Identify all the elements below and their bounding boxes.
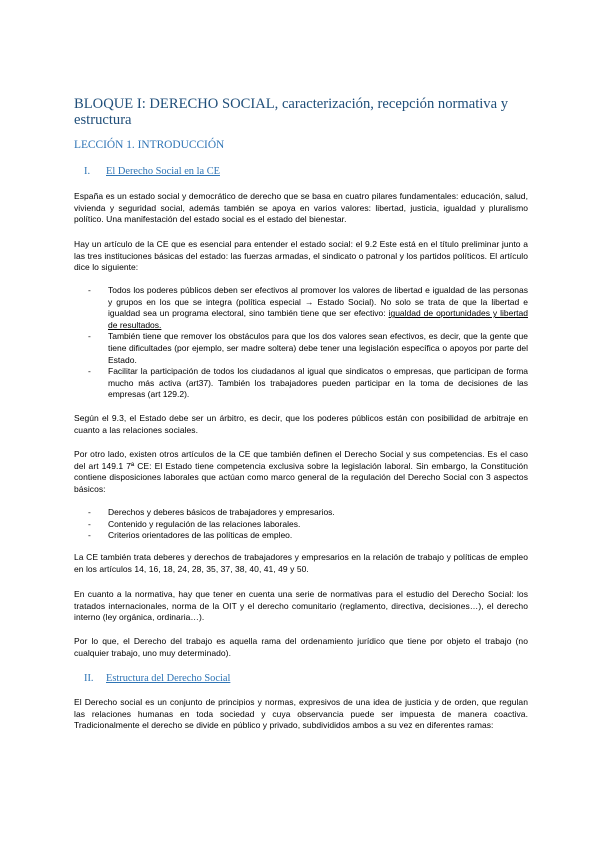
section-number: I. xyxy=(84,166,91,177)
section-title: El Derecho Social en la CE xyxy=(106,166,220,177)
list-item-underlined-text: igualdad de oportunidades y libertad de resultados. xyxy=(108,308,528,330)
paragraph-estado-social: España es un estado social y democrático de derecho que se basa en cuatro pilares fundamentales: educación, salud, vivienda y seguridad social, además también se apoya en varios valores: libertad, justicia, igualdad y pluralismo político. Una manifestación del estado social es el estado del bienestar. xyxy=(74,191,528,225)
paragraph-normativa: En cuanto a la normativa, hay que tener en cuenta una serie de normativas para el estudio del Derecho Social: los tratados internacionales, norma de la OIT y el derecho comunitario (reglamento, directiva, decisiones…), el derecho interno (ley orgánica, ordinaria…). xyxy=(74,589,528,623)
paragraph-articulos-ce: La CE también trata deberes y derechos de trabajadores y empresarios en la relación de trabajo y políticas de empleo en los artículos 14, 16, 18, 24, 28, 35, 37, 38, 40, 41, 49 y 50. xyxy=(74,552,528,574)
paragraph-competencias: Por otro lado, existen otros artículos de la CE que también definen el Derecho Social y sus competencias. Es el caso del art 149.1 7ª CE: El Estado tiene competencia exclusiva sobre la legislación laboral. Sin embargo, la Constitución contiene disposiciones laborales que actúan como marco general de la regulación del Derecho Social con 3 aspectos básicos: xyxy=(74,449,528,494)
list-item-text: Todos los poderes públicos deben ser efectivos al promover los valores de libertad e igualdad de las personas y grupos en los que se integra (política especial → Estado Social). No solo se trata de que la libertad e igualdad sea un programa electoral, sino también tiene que ser efectivo: xyxy=(108,285,528,319)
list-item xyxy=(88,285,528,331)
paragraph-articulo-9-2: Hay un artículo de la CE que es esencial para entender el estado social: el 9.2 Este está en el título preliminar junto a las tres instituciones básicas del estado: las fuerzas armadas, el sindicato o patronal y los partidos políticos. El artículo dice lo siguiente: xyxy=(74,239,528,273)
list-item: - Facilitar la participación de todos los ciudadanos al igual que sindicatos o empresas, que participan de forma mucho más activa (art37). También los trabajadores pueden participar en la toma de decisiones de las empresas (art 129.2). xyxy=(88,366,528,401)
lesson-heading: LECCIÓN 1. INTRODUCCIÓN xyxy=(74,139,225,151)
paragraph-articulo-9-3: Según el 9.3, el Estado debe ser un árbitro, es decir, que los poderes públicos están con posibilidad de arbitraje en cuanto a las relaciones sociales. xyxy=(74,413,528,435)
list-item: - Derechos y deberes básicos de trabajadores y empresarios. xyxy=(88,507,528,519)
section-heading-1 xyxy=(84,166,220,177)
section-heading-2 xyxy=(84,673,230,684)
list-item: - Contenido y regulación de las relaciones laborales. xyxy=(88,519,528,531)
section-title: Estructura del Derecho Social xyxy=(106,673,231,684)
section-number: II. xyxy=(84,673,94,684)
list-item: - Criterios orientadores de las políticas de empleo. xyxy=(88,530,528,542)
document-title: BLOQUE I: DERECHO SOCIAL, caracterización, recepción normativa y estructura xyxy=(74,96,509,128)
list-item: - También tiene que remover los obstáculos para que los dos valores sean efectivos, es decir, que la gente que tiene dificultades (por ejemplo, ser madre soltera) debe tener una legislación específica o apoyos por parte del Estado. xyxy=(88,331,528,366)
paragraph-estructura: El Derecho social es un conjunto de principios y normas, expresivos de una idea de justicia y de orden, que regulan las relaciones humanas en toda sociedad y cuya observancia puede ser impuesta de manera coactiva. Tradicionalmente el derecho se divide en público y privado, subdivididos ambos a su vez en diferentes ramas: xyxy=(74,697,528,731)
paragraph-derecho-trabajo: Por lo que, el Derecho del trabajo es aquella rama del ordenamiento jurídico que tiene por objeto el trabajo (no cualquier trabajo, uno muy determinado). xyxy=(74,636,528,658)
article-9-2-list xyxy=(88,285,528,401)
aspectos-basicos-list xyxy=(88,507,528,542)
